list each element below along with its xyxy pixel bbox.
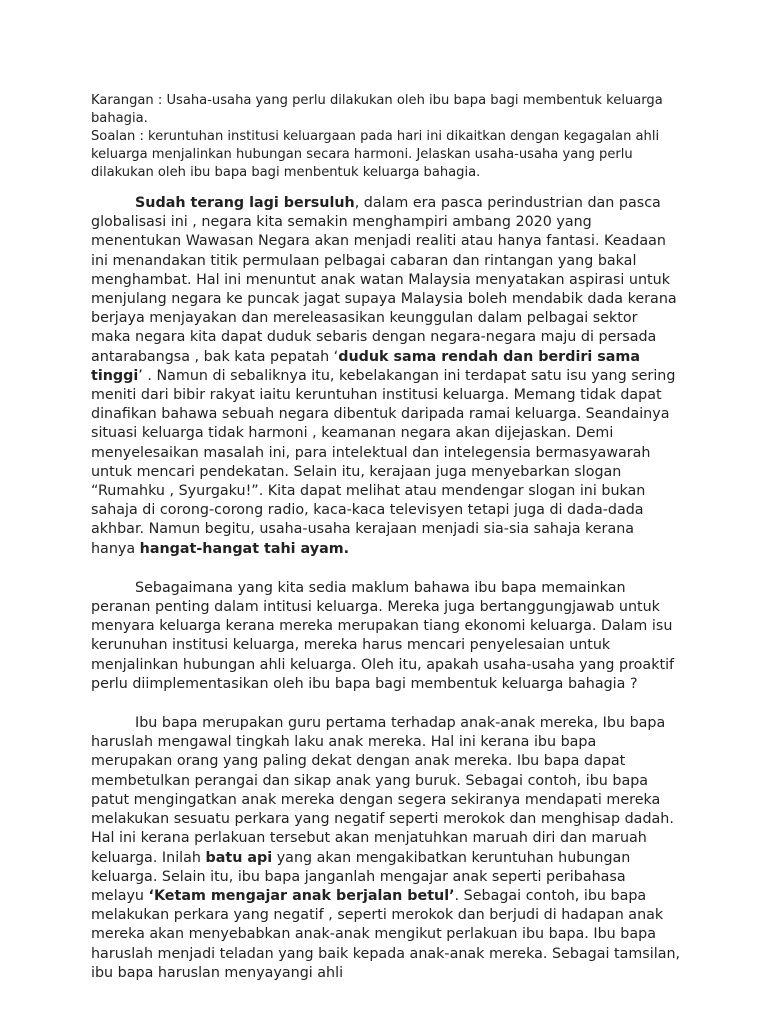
bold-phrase: hangat-hangat tahi ayam.: [139, 540, 350, 557]
bold-phrase: ‘Ketam mengajar anak berjalan betul’: [148, 887, 455, 904]
bold-phrase: Sudah terang lagi bersuluh: [135, 195, 355, 211]
bold-phrase: duduk sama rendah dan berdiri sama tinggi: [91, 348, 640, 384]
text-run: , dalam era pasca perindustrian dan pasca globalisasi ini , negara kita semakin menghampiri ambang 2020 yang menentukan Wawasan Negara akan menjadi realiti atau hanya fantasi. Keadaan ini menandakan titik permulaan pelbagai cabaran dan rintangan yang bakal menghambat. Hal ini menuntut anak watan Malaysia menyatakan aspirasi untuk menjulang negara ke puncak jagat supaya Malaysia boleh mendabik dada kerana berjaya menjayakan dan mereleasasikan keunggulan dalam pelbagai sektor maka negara kita dapat duduk sebaris dengan negara-negara maju di persada antarabangsa , bak kata pepatah ‘: [91, 195, 677, 365]
paragraph-point-one: [91, 714, 681, 983]
essay-header: [91, 92, 681, 182]
text-run: . Sebagai contoh, ibu bapa melakukan perkara yang negatif , seperti merokok dan berjudi di hadapan anak mereka akan menyebabkan anak-anak mengikut perlakuan ibu bapa. Ibu bapa haruslah menjadi teladan yang baik kepada anak-anak mereka. Sebagai tamsilan, ibu bapa haruslan menyayangi ahli: [91, 887, 681, 981]
document-page: [91, 92, 681, 983]
bold-phrase: batu api: [205, 849, 273, 866]
essay-body: [91, 194, 681, 983]
text-run: Ibu bapa merupakan guru pertama terhadap anak-anak mereka, Ibu bapa haruslah mengawal tingkah laku anak mereka. Hal ini kerana ibu bapa merupakan orang yang paling dekat dengan anak mereka. Ibu bapa dapat membetulkan perangai dan sikap anak yang buruk. Sebagai contoh, ibu bapa patut mengingatkan anak mereka dengan segera sekiranya mendapati mereka melakukan sesuatu perkara yang negatif seperti merokok dan menghisap dadah. Hal ini kerana perlakuan tersebut akan menjatuhkan maruah diri dan maruah keluarga. Inilah: [91, 715, 674, 866]
text-run: yang akan mengakibatkan keruntuhan hubungan keluarga. Selain itu, ibu bapa janganlah mengajar anak seperti peribahasa melayu: [91, 849, 631, 904]
paragraph-context: Sebagaimana yang kita sedia maklum bahawa ibu bapa memainkan peranan penting dalam intitusi keluarga. Mereka juga bertanggungjawab untuk menyara keluarga kerana mereka merupakan tiang ekonomi keluarga. Dalam isu kerunuhan institusi keluarga, mereka harus mencari penyelesaian untuk menjalinkan hubungan ahli keluarga. Oleh itu, apakah usaha-usaha yang proaktif perlu diimplementasikan oleh ibu bapa bagi membentuk keluarga bahagia ?: [91, 579, 675, 692]
paragraph-introduction: [91, 194, 681, 559]
essay-topic: Karangan : Usaha-usaha yang perlu dilakukan oleh ibu bapa bagi membentuk keluarga bahagia.: [91, 93, 663, 126]
essay-question: Soalan : keruntuhan institusi keluargaan pada hari ini dikaitkan dengan kegagalan ahli keluarga menjalinkan hubungan secara harmoni. Jelaskan usaha-usaha yang perlu dilakukan oleh ibu bapa bagi menbentuk keluarga bahagia.: [91, 129, 660, 180]
text-run: ’ . Namun di sebaliknya itu, kebelakangan ini terdapat satu isu yang sering meniti dari bibir rakyat iaitu keruntuhan institusi keluarga. Memang tidak dapat dinafikan bahawa sebuah negara dibentuk daripada ramai keluarga. Seandainya situasi keluarga tidak harmoni , keamanan negara akan dijejaskan. Demi menyelesaikan masalah ini, para intelektual dan intelegensia bermasyawarah untuk mencari pendekatan. Selain itu, kerajaan juga menyebarkan slogan “Rumahku , Syurgaku!”. Kita dapat melihat atau mendengar slogan ini bukan sahaja di corong-corong radio, kaca-kaca televisyen tetapi juga di dada-dada akhbar. Namun begitu, usaha-usaha kerajaan menjadi sia-sia sahaja kerana hanya: [91, 367, 676, 557]
